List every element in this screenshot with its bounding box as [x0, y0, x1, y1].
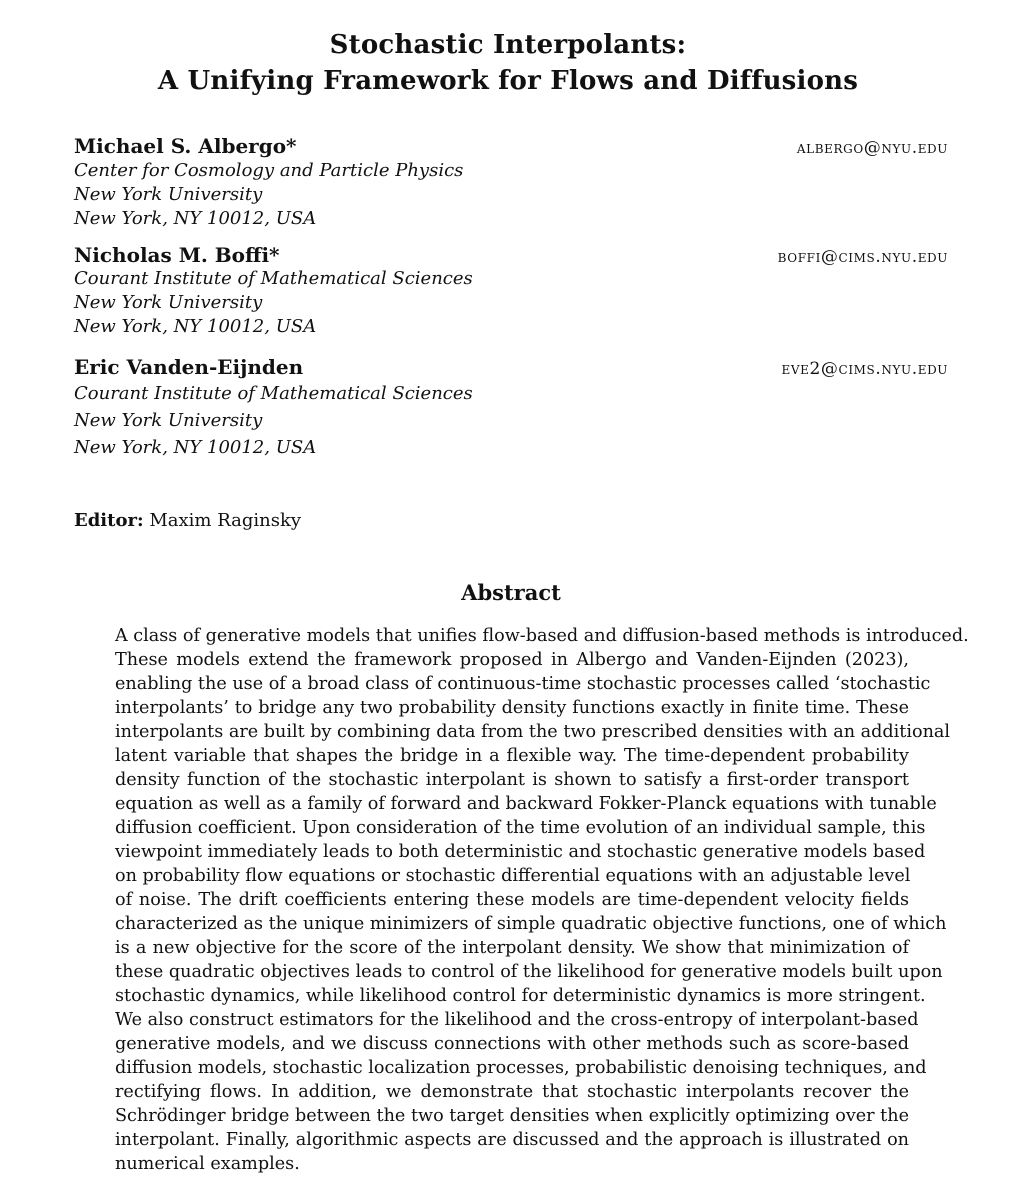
abstract-line: We also construct estimators for the likelihood and the cross-entropy of interpolant-based	[115, 1010, 919, 1030]
abstract-line: These models extend the framework proposed in Albergo and Vanden-Eijnden (2023),	[115, 650, 909, 670]
author-affiliation-line: Center for Cosmology and Particle Physics	[74, 160, 464, 181]
abstract-line: viewpoint immediately leads to both deterministic and stochastic generative models based	[115, 842, 926, 862]
abstract-line: of noise. The drift coefficients entering these models are time-dependent velocity fields	[115, 890, 909, 910]
author-affiliation-line: New York, NY 10012, USA	[74, 316, 317, 337]
editor-label: Editor:	[74, 510, 144, 531]
author-name: Eric Vanden-Eijnden	[74, 355, 304, 379]
abstract-line: equation as well as a family of forward and backward Fokker-Planck equations with tunable	[115, 794, 937, 814]
abstract-line: interpolants are built by combining data from the two prescribed densities with an additional	[115, 722, 951, 742]
abstract-line: Schrödinger bridge between the two target densities when explicitly optimizing over the	[115, 1106, 909, 1126]
abstract-line: diffusion coefficient. Upon consideration of the time evolution of an individual sample, this	[115, 818, 926, 838]
abstract-line: interpolants’ to bridge any two probability density functions exactly in finite time. These	[115, 698, 909, 718]
abstract-line: A class of generative models that unifies flow-based and diffusion-based methods is introduced.	[115, 626, 969, 646]
abstract-line: generative models, and we discuss connections with other methods such as score-based	[115, 1034, 909, 1054]
abstract-line: rectifying flows. In addition, we demonstrate that stochastic interpolants recover the	[115, 1082, 909, 1102]
author-affiliation-line: New York University	[74, 410, 263, 431]
abstract-line: enabling the use of a broad class of continuous-time stochastic processes called ‘stochastic	[115, 674, 931, 694]
author-name: Nicholas M. Boffi*	[74, 243, 280, 267]
author-affiliation-line: New York University	[74, 292, 263, 313]
abstract-line: diffusion models, stochastic localization processes, probabilistic denoising techniques, and	[115, 1058, 927, 1078]
abstract-line: latent variable that shapes the bridge in a flexible way. The time-dependent probability	[115, 746, 909, 766]
author-affiliation-line: Courant Institute of Mathematical Sciences	[74, 383, 473, 404]
abstract-line: density function of the stochastic interpolant is shown to satisfy a first-order transport	[115, 770, 909, 790]
paper-title-line-2: A Unifying Framework for Flows and Diffusions	[157, 66, 859, 96]
abstract-line: stochastic dynamics, while likelihood control for deterministic dynamics is more stringent.	[115, 986, 926, 1006]
author-affiliation-line: New York, NY 10012, USA	[74, 437, 317, 458]
editor-line	[74, 510, 301, 531]
author-affiliation-line: Courant Institute of Mathematical Sciences	[74, 268, 473, 289]
author-name: Michael S. Albergo*	[74, 134, 297, 158]
abstract-line: characterized as the unique minimizers of simple quadratic objective functions, one of which	[115, 914, 947, 934]
author-email: eve2@cims.nyu.edu	[781, 359, 948, 379]
author-email: boffi@cims.nyu.edu	[777, 247, 948, 267]
abstract-line: on probability flow equations or stochastic differential equations with an adjustable level	[115, 866, 911, 886]
author-email: albergo@nyu.edu	[796, 138, 948, 158]
abstract-heading: Abstract	[461, 580, 561, 605]
abstract-line: numerical examples.	[115, 1154, 300, 1174]
abstract-line: interpolant. Finally, algorithmic aspects are discussed and the approach is illustrated on	[115, 1130, 909, 1150]
author-affiliation-line: New York, NY 10012, USA	[74, 208, 317, 229]
author-affiliation-line: New York University	[74, 184, 263, 205]
abstract-line: is a new objective for the score of the interpolant density. We show that minimization of	[115, 938, 909, 958]
editor-name: Maxim Raginsky	[149, 510, 302, 531]
abstract-line: these quadratic objectives leads to control of the likelihood for generative models built upon	[115, 962, 943, 982]
paper-title-line-1: Stochastic Interpolants:	[329, 30, 687, 60]
